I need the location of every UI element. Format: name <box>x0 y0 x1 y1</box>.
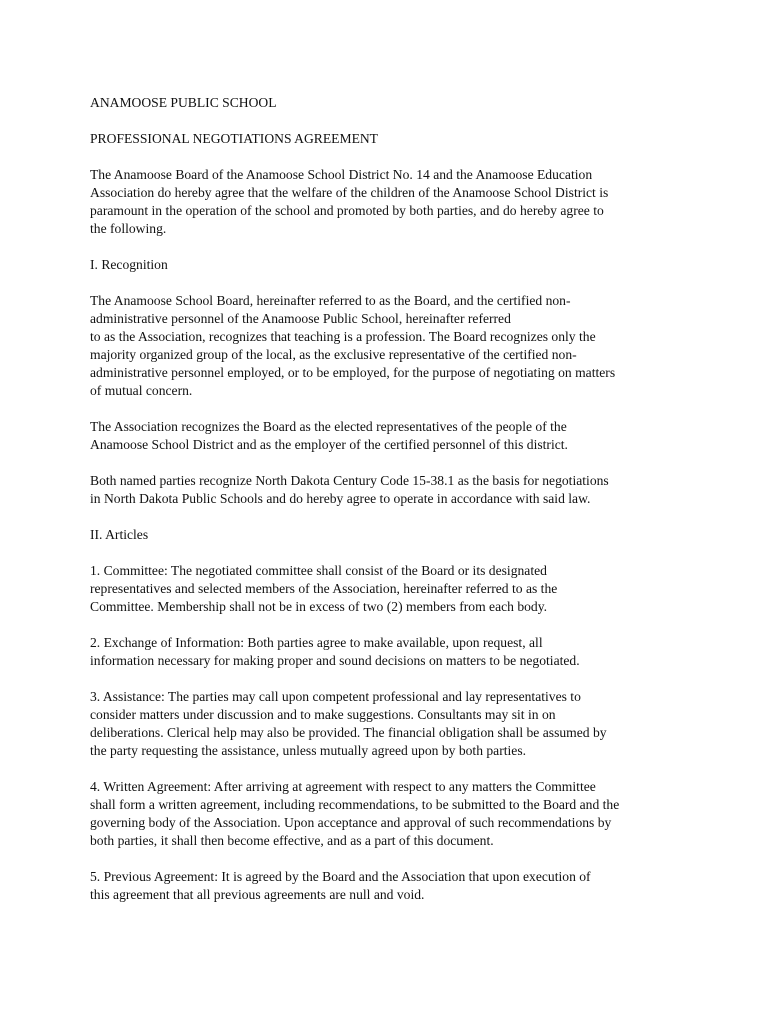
spacer <box>90 400 690 418</box>
text-line: 4. Written Agreement: After arriving at agreement with respect to any matters the Committee <box>90 779 596 794</box>
text-line: majority organized group of the local, as the exclusive representative of the certified non- <box>90 347 577 362</box>
text-line: governing body of the Association. Upon acceptance and approval of such recommendations by <box>90 815 612 830</box>
spacer <box>90 670 690 688</box>
text-line: the following. <box>90 221 167 236</box>
section-heading-articles: II. Articles <box>90 527 149 542</box>
spacer <box>90 544 690 562</box>
text-line: in North Dakota Public Schools and do hereby agree to operate in accordance with said law. <box>90 491 591 506</box>
article-exchange-of-information <box>90 634 690 670</box>
text-line: administrative personnel employed, or to be employed, for the purpose of negotiating on matters <box>90 365 616 380</box>
article-previous-agreement <box>90 868 690 904</box>
text-line: of mutual concern. <box>90 383 193 398</box>
spacer <box>90 274 690 292</box>
agreement-title: PROFESSIONAL NEGOTIATIONS AGREEMENT <box>90 131 378 146</box>
text-line: representatives and selected members of the Association, hereinafter referred to as the <box>90 581 558 596</box>
text-line: Committee. Membership shall not be in excess of two (2) members from each body. <box>90 599 548 614</box>
text-line: administrative personnel of the Anamoose Public School, hereinafter referred <box>90 311 511 326</box>
text-line: 5. Previous Agreement: It is agreed by the Board and the Association that upon execution of <box>90 869 591 884</box>
school-title: ANAMOOSE PUBLIC SCHOOL <box>90 95 277 110</box>
text-line: consider matters under discussion and to make suggestions. Consultants may sit in on <box>90 707 556 722</box>
spacer <box>90 508 690 526</box>
text-line: The Anamoose Board of the Anamoose School District No. 14 and the Anamoose Education <box>90 167 593 182</box>
spacer <box>90 616 690 634</box>
recognition-paragraph-1 <box>90 292 690 400</box>
text-line: to as the Association, recognizes that teaching is a profession. The Board recognizes only the <box>90 329 596 344</box>
spacer <box>90 850 690 868</box>
article-assistance <box>90 688 690 760</box>
text-line: shall form a written agreement, including recommendations, to be submitted to the Board and the <box>90 797 620 812</box>
section-heading-recognition: I. Recognition <box>90 257 168 272</box>
text-line: information necessary for making proper and sound decisions on matters to be negotiated. <box>90 653 580 668</box>
text-line: Anamoose School District and as the employer of the certified personnel of this district. <box>90 437 568 452</box>
text-line: The Association recognizes the Board as the elected representatives of the people of the <box>90 419 567 434</box>
article-committee <box>90 562 690 616</box>
text-line: 3. Assistance: The parties may call upon competent professional and lay representatives to <box>90 689 581 704</box>
text-line: paramount in the operation of the school and promoted by both parties, and do hereby agree to <box>90 203 604 218</box>
spacer <box>90 454 690 472</box>
spacer <box>90 112 690 130</box>
recognition-paragraph-3 <box>90 472 690 508</box>
article-written-agreement <box>90 778 690 850</box>
text-line: Both named parties recognize North Dakota Century Code 15-38.1 as the basis for negotiations <box>90 473 609 488</box>
text-line: both parties, it shall then become effective, and as a part of this document. <box>90 833 494 848</box>
spacer <box>90 760 690 778</box>
intro-paragraph <box>90 166 690 238</box>
document-page <box>90 94 690 904</box>
text-line: the party requesting the assistance, unless mutually agreed upon by both parties. <box>90 743 527 758</box>
text-line: Association do hereby agree that the welfare of the children of the Anamoose School District is <box>90 185 609 200</box>
text-line: this agreement that all previous agreements are null and void. <box>90 887 425 902</box>
recognition-paragraph-2 <box>90 418 690 454</box>
text-line: 2. Exchange of Information: Both parties agree to make available, upon request, all <box>90 635 543 650</box>
text-line: deliberations. Clerical help may also be provided. The financial obligation shall be assumed by <box>90 725 607 740</box>
text-line: 1. Committee: The negotiated committee shall consist of the Board or its designated <box>90 563 547 578</box>
text-line: The Anamoose School Board, hereinafter referred to as the Board, and the certified non- <box>90 293 571 308</box>
spacer <box>90 148 690 166</box>
spacer <box>90 238 690 256</box>
